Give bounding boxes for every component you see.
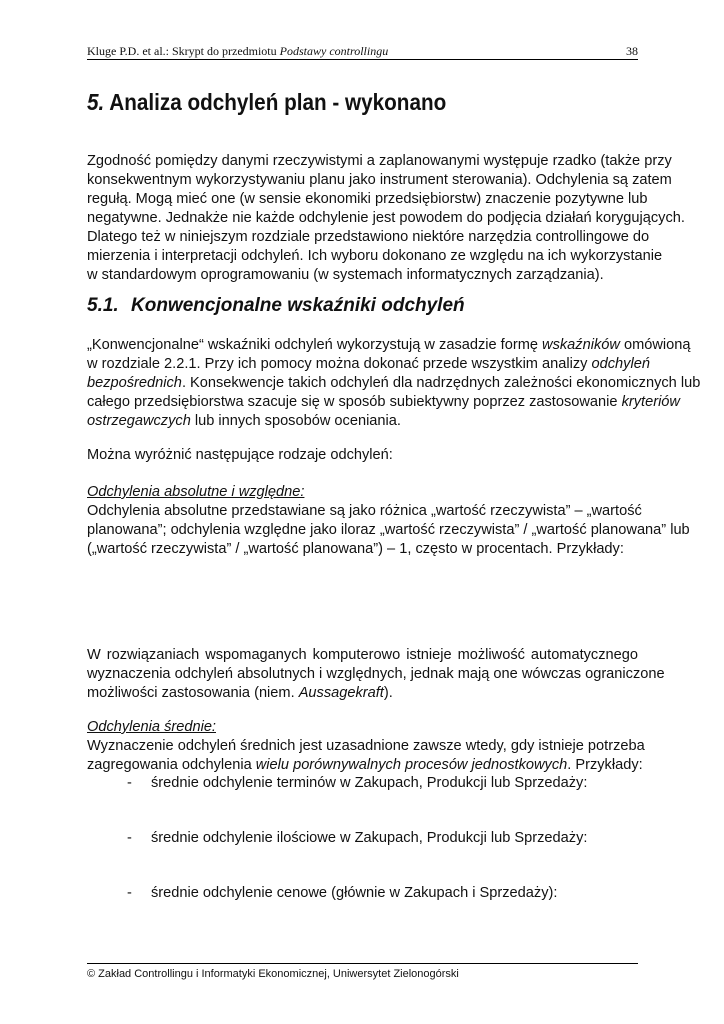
chapter-number: 5.	[87, 89, 105, 115]
text-line: całego przedsiębiorstwa szacuje się w sposób subiektywny poprzez zastosowanie kryteriów	[87, 394, 680, 410]
text-line: regułą. Mogą mieć one (w sensie ekonomiki przedsiębiorstw) znaczenie pozytywne lub	[87, 191, 648, 207]
text-line: W rozwiązaniach wspomaganych komputerowo istnieje możliwość automatycznego	[87, 647, 638, 663]
header-course-title: Podstawy controllingu	[279, 44, 389, 58]
header-citation: Kluge P.D. et al.: Skrypt do przedmiotu Podstawy controllingu	[87, 44, 389, 58]
text-line: Zgodność pomiędzy danymi rzeczywistymi a zaplanowanymi występuje rzadko (także przy	[87, 153, 672, 169]
text-line: konsekwentnym wykorzystywaniu planu jako instrument sterowania). Odchylenia są zatem	[87, 172, 672, 188]
section-heading	[87, 293, 465, 319]
text-line: planowana”; odchylenia względne jako iloraz „wartość rzeczywista” / „wartość planowana” lub	[87, 522, 690, 538]
page-number: 38	[626, 44, 638, 58]
text-line: ostrzegawczych lub innych sposobów oceniania.	[87, 413, 401, 429]
chapter-title	[87, 86, 446, 118]
dash-bullet: -	[127, 775, 132, 791]
text-line: Wyznaczenie odchyleń średnich jest uzasadnione zawsze wtedy, gdy istnieje potrzeba	[87, 738, 645, 754]
text-line: „Konwencjonalne“ wskaźniki odchyleń wykorzystują w zasadzie formę wskaźników omówioną	[87, 337, 691, 353]
text-line: negatywne. Jednakże nie każde odchylenie jest powodem do podjęcia działań korygujących.	[87, 210, 685, 226]
subsection-label-absolute: Odchylenia absolutne i względne:	[87, 484, 305, 500]
paragraph-computer-aided	[87, 646, 665, 703]
text-line: („wartość rzeczywista” / „wartość planowana”) – 1, często w procentach. Przykłady:	[87, 541, 624, 557]
list-item-text: średnie odchylenie cenowe (głównie w Zakupach i Sprzedaży):	[151, 885, 558, 901]
chapter-title-text: Analiza odchyleń plan - wykonano	[104, 89, 447, 115]
footer-divider	[87, 963, 638, 964]
intro-paragraph	[87, 152, 685, 285]
text-line: wyznaczenia odchyleń absolutnych i względnych, jednak mają one wówczas ograniczone	[87, 666, 665, 682]
text-line: Dlatego też w niniejszym rozdziale przedstawiono niektóre narzędzia controllingowe do	[87, 229, 650, 245]
average-deviations	[87, 718, 645, 775]
list-item-text: średnie odchylenie terminów w Zakupach, Produkcji lub Sprzedaży:	[151, 775, 588, 791]
paragraph-conventional-indicators	[87, 336, 701, 431]
list-item-text: średnie odchylenie ilościowe w Zakupach, Produkcji lub Sprzedaży:	[151, 830, 588, 846]
section-number: 5.1.	[87, 295, 119, 316]
subsection-label-average: Odchylenia średnie:	[87, 719, 216, 735]
footer-copyright: © Zakład Controllingu i Informatyki Ekonomicznej, Uniwersytet Zielonogórski	[87, 968, 459, 980]
text-line: bezpośrednich. Konsekwencje takich odchyleń dla nadrzędnych zależności ekonomicznych lub	[87, 375, 701, 391]
text-line: mierzenia i interpretacji odchyleń. Ich wyboru dokonano ze względu na ich wykorzystanie	[87, 248, 663, 264]
dash-bullet: -	[127, 885, 132, 901]
section-title: Konwencjonalne wskaźniki odchyleń	[131, 295, 465, 316]
list-item	[127, 774, 587, 793]
dash-bullet: -	[127, 830, 132, 846]
paragraph-deviation-types: Można wyróżnić następujące rodzaje odchyleń:	[87, 447, 393, 463]
list-item	[127, 884, 557, 903]
text-line: w standardowym oprogramowaniu (w systemach informatycznych zarządzania).	[87, 267, 604, 283]
text-line: zagregowania odchylenia wielu porównywalnych procesów jednostkowych. Przykłady:	[87, 757, 643, 773]
text-line: Odchylenia absolutne przedstawiane są jako różnica „wartość rzeczywista” – „wartość	[87, 503, 642, 519]
absolute-relative-deviations	[87, 483, 690, 559]
text-line: w rozdziale 2.2.1. Przy ich pomocy można dokonać przede wszystkim analizy odchyleń	[87, 356, 650, 372]
running-header	[87, 43, 638, 60]
list-item	[127, 829, 587, 848]
text-line: możliwości zastosowania (niem. Aussagekraft).	[87, 685, 393, 701]
